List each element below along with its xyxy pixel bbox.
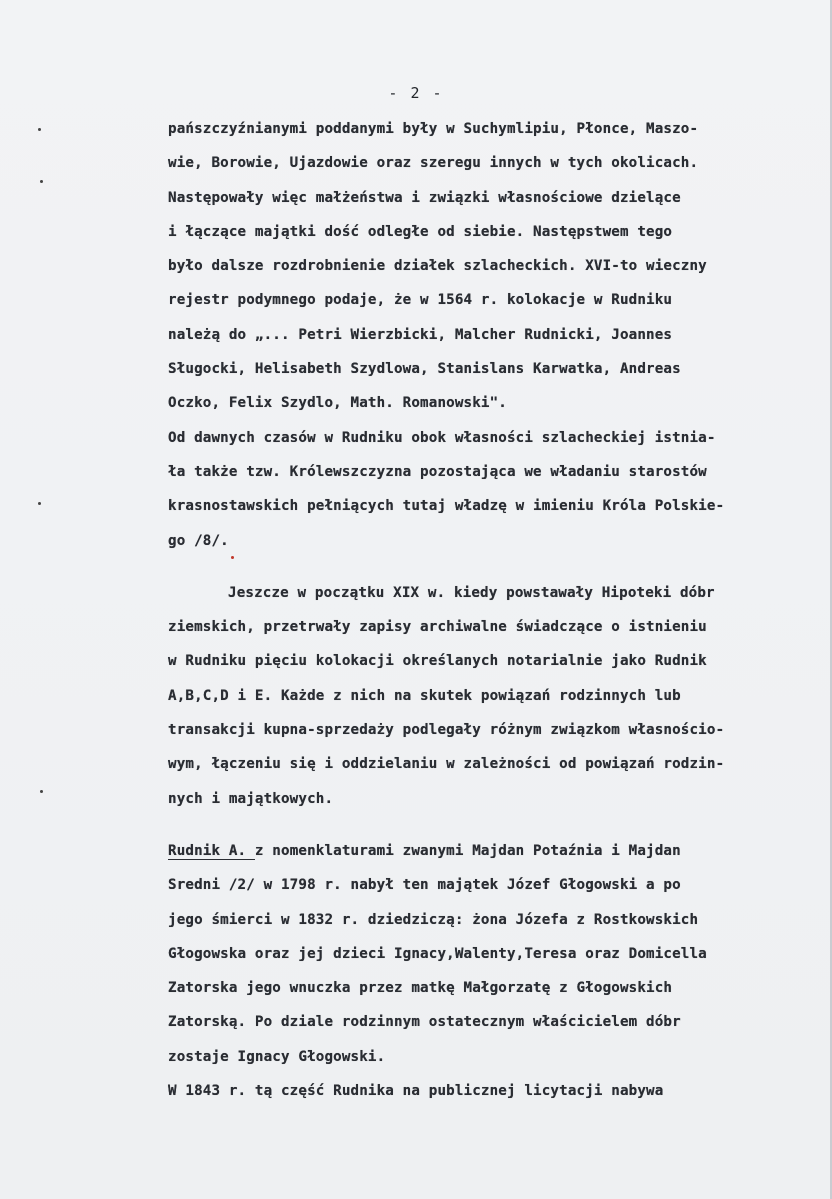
text-line: A,B,C,D i E. Każde z nich na skutek powiązań rodzinnych lub: [168, 687, 681, 704]
text-fragment: z nomenklaturami zwanymi Majdan Potaźnia i Majdan: [254, 842, 681, 859]
document-body: [168, 112, 808, 1108]
margin-mark: [40, 180, 43, 183]
margin-mark: [38, 502, 41, 505]
text-line: Oczko, Felix Szydlo, Math. Romanowski".: [168, 395, 507, 412]
text-line: Sługocki, Helisabeth Szydlowa, Stanislans Karwatka, Andreas: [168, 361, 681, 378]
text-line: Zatorska jego wnuczka przez matkę Małgorzatę z Głogowskich: [168, 980, 673, 997]
text-line: należą do „... Petri Wierzbicki, Malcher Rudnicki, Joannes: [168, 326, 673, 343]
text-line: wym, łączeniu się i oddzielaniu w zależności od powiązań rodzin-: [168, 756, 725, 773]
text-line: w Rudniku pięciu kolokacji określanych notarialnie jako Rudnik: [168, 653, 707, 670]
text-line: Głogowska oraz jej dzieci Ignacy,Walenty,Teresa oraz Domicella: [168, 945, 707, 962]
margin-mark: [38, 128, 41, 131]
paragraph-3: [168, 834, 808, 1108]
text-line: było dalsze rozdrobnienie działek szlacheckich. XVI-to wieczny: [168, 258, 707, 275]
text-line: Zatorską. Po dziale rodzinnym ostatecznym właścicielem dóbr: [168, 1014, 681, 1031]
text-line: i łączące majątki dość odległe od siebie. Następstwem tego: [168, 223, 673, 240]
text-line: Od dawnych czasów w Rudniku obok własności szlacheckiej istnia-: [168, 429, 716, 446]
paragraph-2: [168, 576, 808, 816]
margin-mark: [40, 790, 43, 793]
paragraph-1: [168, 112, 808, 558]
text-line: wie, Borowie, Ujazdowie oraz szeregu innych w tych okolicach.: [168, 155, 699, 172]
text-line: rejestr podymnego podaje, że w 1564 r. kolokacje w Rudniku: [168, 292, 673, 309]
text-line: jego śmierci w 1832 r. dziedziczą: żona Józefa z Rostkowskich: [168, 911, 699, 928]
text-line: transakcji kupna-sprzedaży podlegały różnym związkom własnościo-: [168, 722, 725, 739]
text-line: go /8/.: [168, 532, 229, 549]
text-line: ła także tzw. Królewszczyzna pozostająca we władaniu starostów: [168, 463, 707, 480]
section-heading: Rudnik A.: [168, 842, 255, 859]
page-number: - 2 -: [388, 84, 444, 102]
paragraph-gap: [168, 558, 808, 576]
text-line: pańszczyźnianymi poddanymi były w Suchymlipiu, Płonce, Maszo-: [168, 121, 699, 137]
paragraph-gap: [168, 816, 808, 834]
text-line: zostaje Ignacy Głogowski.: [168, 1048, 386, 1065]
text-line: ziemskich, przetrwały zapisy archiwalne świadczące o istnieniu: [168, 619, 707, 636]
text-line: W 1843 r. tą część Rudnika na publicznej licytacji nabywa: [168, 1083, 664, 1100]
text-line: krasnostawskich pełniących tutaj władzę w imieniu Króla Polskie-: [168, 498, 725, 515]
text-line: Sredni /2/ w 1798 r. nabył ten majątek Józef Głogowski a po: [168, 877, 681, 894]
text-line: Jeszcze w początku XIX w. kiedy powstawały Hipoteki dóbr: [228, 584, 715, 601]
text-line: nych i majątkowych.: [168, 790, 334, 807]
text-line: Następowały więc małżeństwa i związki własnościowe dzielące: [168, 189, 681, 206]
text-line: [168, 834, 808, 868]
